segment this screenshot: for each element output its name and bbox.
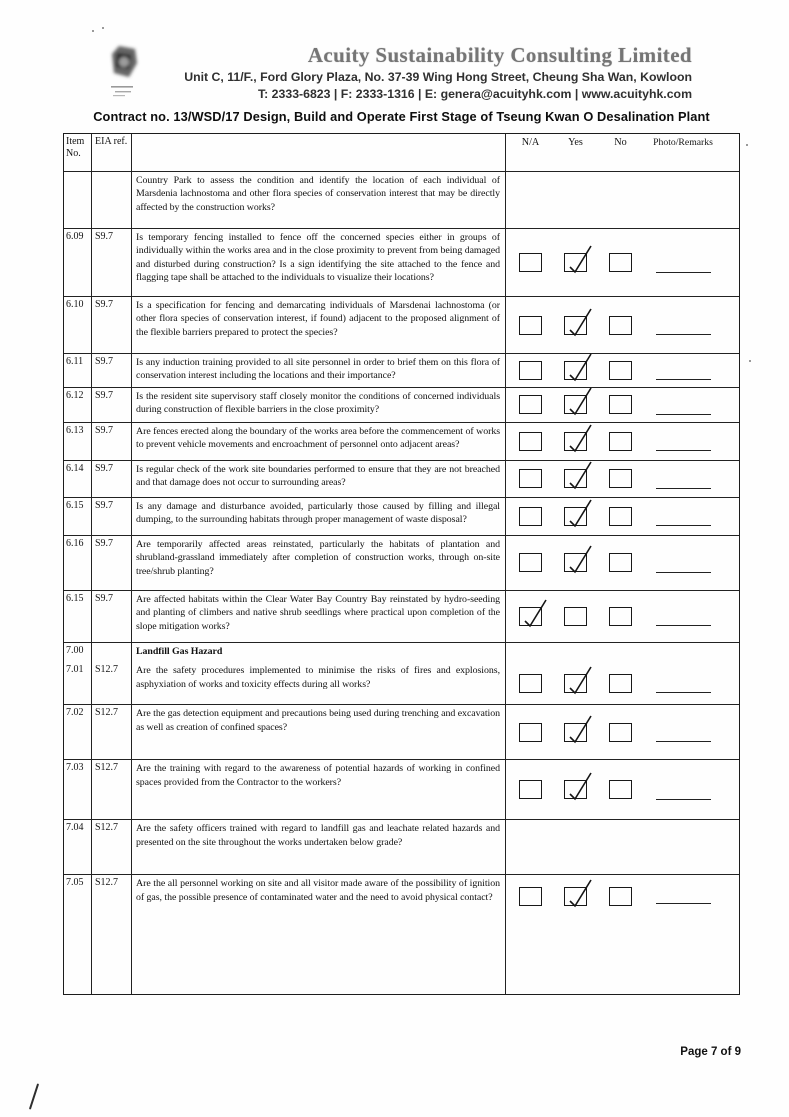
checklist-row — [64, 497, 739, 535]
checklist-row — [64, 704, 739, 759]
checkbox-slot-na — [519, 887, 542, 906]
page-number: Page 7 of 9 — [680, 1046, 741, 1058]
question-cell: Country Park to assess the condition and identify the location of each individual of Marsdenia lachnostoma and other flora species of conservation interest that may be directly affected by the construction works? — [132, 172, 506, 228]
checklist-row — [64, 460, 739, 497]
answer-cell — [506, 498, 739, 535]
question-cell: Are the safety officers trained with regard to landfill gas and leachate related hazards and presented on the site throughout the works undertaken below grade? — [132, 820, 506, 874]
checkbox-slot-na — [519, 432, 542, 451]
question-cell: Is any induction training provided to all site personnel in order to brief them on this flora of conservation interest including the locations and their importance? — [132, 354, 506, 387]
checklist-row — [64, 387, 739, 422]
remarks-blank-line[interactable] — [656, 612, 711, 626]
check-mark — [561, 768, 595, 802]
checkbox-yes-checked[interactable] — [564, 674, 587, 693]
question-cell: Is a specification for fencing and demarcating individuals of Marsdenai lachnostoma (or other flora species of conservation interest, if found) adjacent to the proposed alignment of the flexible barriers prepared to protect the species? — [132, 297, 506, 353]
question-cell: Is any damage and disturbance avoided, particularly those caused by filling and illegal dumping, to the surrounding habitats through proper management of waste disposal? — [132, 498, 506, 535]
column-header-question — [132, 134, 506, 171]
company-header — [184, 44, 692, 101]
check-mark — [561, 875, 595, 909]
item-no-cell: 7.05 — [64, 875, 92, 994]
checkbox-slot-no — [609, 607, 632, 626]
answer-cell — [506, 172, 739, 228]
checklist-row — [64, 535, 739, 590]
checklist-row — [64, 422, 739, 460]
column-header-photo-remarks: Photo/Remarks — [653, 137, 713, 148]
answer-cell — [506, 354, 739, 387]
checklist-row — [64, 874, 739, 994]
eia-ref-cell: S9.7 — [92, 388, 132, 422]
scan-speck — [746, 144, 748, 146]
checkbox-na-checked[interactable] — [519, 607, 542, 626]
checkbox-yes[interactable] — [564, 607, 587, 626]
remarks-blank-line[interactable] — [656, 890, 711, 904]
remarks-blank-line[interactable] — [656, 259, 711, 273]
pen-mark — [29, 1083, 39, 1109]
question-cell: Are the training with regard to the awareness of potential hazards of working in confined spaces provided from the Contractor to the workers? — [132, 760, 506, 819]
checkbox-no[interactable] — [609, 361, 632, 380]
checkbox-na[interactable] — [519, 780, 542, 799]
checkbox-na[interactable] — [519, 316, 542, 335]
item-no-cell: 6.10 — [64, 297, 92, 353]
checkbox-slot-yes — [564, 507, 587, 526]
eia-ref-cell: S9.7 — [92, 536, 132, 590]
eia-ref-cell: S12.7 — [92, 760, 132, 819]
answer-cell — [506, 662, 739, 704]
checkbox-no[interactable] — [609, 316, 632, 335]
company-logo — [104, 42, 148, 107]
remarks-blank-line[interactable] — [656, 559, 711, 573]
checkbox-na[interactable] — [519, 553, 542, 572]
question-cell: Are the safety procedures implemented to minimise the risks of fires and explosions, asphyxiation of works and toxicity effects during all works? — [132, 662, 506, 704]
answer-cell — [506, 643, 739, 662]
checkbox-na[interactable] — [519, 887, 542, 906]
answer-cell — [506, 536, 739, 590]
remarks-blank-line[interactable] — [656, 679, 711, 693]
item-no-cell — [64, 172, 92, 228]
checkbox-na[interactable] — [519, 507, 542, 526]
check-mark — [561, 349, 595, 383]
eia-ref-cell: S12.7 — [92, 662, 132, 704]
item-no-cell: 6.13 — [64, 423, 92, 460]
checklist-row — [64, 819, 739, 874]
answer-cell — [506, 388, 739, 422]
checkbox-slot-na — [519, 674, 542, 693]
check-mark — [561, 457, 595, 491]
check-mark — [561, 383, 595, 417]
checkbox-slot-no — [609, 507, 632, 526]
checkbox-na[interactable] — [519, 395, 542, 414]
checkbox-slot-no — [609, 553, 632, 572]
checkbox-no[interactable] — [609, 395, 632, 414]
checkbox-no[interactable] — [609, 674, 632, 693]
checkbox-no[interactable] — [609, 780, 632, 799]
answer-cell — [506, 760, 739, 819]
item-no-cell: 6.15 — [64, 498, 92, 535]
checkbox-slot-na — [519, 507, 542, 526]
checkbox-no[interactable] — [609, 507, 632, 526]
checklist-row — [64, 171, 739, 228]
eia-ref-cell: S9.7 — [92, 591, 132, 642]
item-no-cell: 7.02 — [64, 705, 92, 759]
checklist-row — [64, 759, 739, 819]
question-cell: Are fences erected along the boundary of the works area before the commencement of works to prevent vehicle movements and encroachment of personnel onto adjacent areas? — [132, 423, 506, 460]
checkbox-slot-na — [519, 253, 542, 272]
checkbox-slot-na — [519, 723, 542, 742]
eia-ref-cell: S9.7 — [92, 354, 132, 387]
column-header-no: No — [614, 137, 627, 148]
answer-cell — [506, 591, 739, 642]
checkbox-yes-checked[interactable] — [564, 316, 587, 335]
checklist-row — [64, 590, 739, 642]
checkbox-yes-checked[interactable] — [564, 553, 587, 572]
item-no-cell: 7.00 — [64, 643, 92, 662]
checkbox-slot-yes — [564, 469, 587, 488]
column-header-item-no — [64, 134, 92, 171]
check-mark — [561, 711, 595, 745]
column-header-na: N/A — [521, 137, 540, 148]
checkbox-slot-no — [609, 780, 632, 799]
checkbox-no[interactable] — [609, 469, 632, 488]
checklist-row — [64, 662, 739, 704]
checkbox-yes-checked[interactable] — [564, 507, 587, 526]
scan-speck — [92, 30, 94, 32]
item-no-cell: 6.09 — [64, 229, 92, 296]
column-header-eia-ref: EIA ref. — [92, 134, 132, 171]
question-cell: Are affected habitats within the Clear Water Bay Country Bay reinstated by hydro-seeding and planting of climbers and native shrub seedlings where practical upon completion of the slope mitigation works? — [132, 591, 506, 642]
table-body — [64, 171, 739, 994]
remarks-blank-line[interactable] — [656, 786, 711, 800]
eia-ref-cell — [92, 643, 132, 662]
company-contact: T: 2333-6823 | F: 2333-1316 | E: genera@acuityhk.com | www.acuityhk.com — [258, 87, 692, 101]
checkbox-yes-checked[interactable] — [564, 253, 587, 272]
answer-cell — [506, 423, 739, 460]
checkbox-slot-na — [519, 607, 542, 626]
check-mark — [561, 241, 595, 275]
company-name: Acuity Sustainability Consulting Limited — [307, 43, 692, 67]
scan-speck — [749, 360, 751, 362]
checkbox-slot-no — [609, 432, 632, 451]
remarks-blank-line[interactable] — [656, 512, 711, 526]
checkbox-slot-yes — [564, 607, 587, 626]
check-mark — [561, 420, 595, 454]
checkbox-na[interactable] — [519, 674, 542, 693]
checkbox-slot-na — [519, 780, 542, 799]
answer-cell — [506, 875, 739, 994]
eia-ref-cell: S12.7 — [92, 820, 132, 874]
item-no-cell: 6.16 — [64, 536, 92, 590]
checkbox-slot-yes — [564, 253, 587, 272]
checkbox-slot-yes — [564, 316, 587, 335]
eia-ref-cell: S9.7 — [92, 498, 132, 535]
checkbox-na[interactable] — [519, 361, 542, 380]
item-no-cell: 6.11 — [64, 354, 92, 387]
logo-stamp-image — [104, 42, 148, 102]
eia-ref-cell: S9.7 — [92, 423, 132, 460]
check-mark — [561, 495, 595, 529]
answer-cell — [506, 297, 739, 353]
checkbox-yes-checked[interactable] — [564, 432, 587, 451]
column-header-item-line1: Item — [66, 136, 85, 147]
checkbox-slot-yes — [564, 887, 587, 906]
column-header-item-line2: No. — [66, 148, 81, 159]
remarks-blank-line[interactable] — [656, 401, 711, 415]
answer-cell — [506, 820, 739, 874]
checkbox-slot-no — [609, 395, 632, 414]
eia-ref-cell: S12.7 — [92, 705, 132, 759]
checkbox-slot-yes — [564, 780, 587, 799]
question-cell: Are the all personnel working on site and all visitor made aware of the possibility of ignition of gas, the possible presence of contaminated water and the need to avoid physical contact? — [132, 875, 506, 994]
scan-speck — [102, 27, 104, 29]
checkbox-na[interactable] — [519, 723, 542, 742]
checkbox-yes-checked[interactable] — [564, 469, 587, 488]
checkbox-slot-na — [519, 553, 542, 572]
remarks-blank-line[interactable] — [656, 475, 711, 489]
checkbox-slot-yes — [564, 432, 587, 451]
checkbox-slot-yes — [564, 361, 587, 380]
answer-cell — [506, 705, 739, 759]
item-no-cell: 7.03 — [64, 760, 92, 819]
question-cell: Are temporarily affected areas reinstated, particularly the habitats of plantation and shrubland-grassland immediately after completion of construction works, through on-site tree/shrub planting? — [132, 536, 506, 590]
checklist-row — [64, 296, 739, 353]
checkbox-no[interactable] — [609, 553, 632, 572]
checkbox-na[interactable] — [519, 469, 542, 488]
column-header-yes: Yes — [568, 137, 583, 148]
checkbox-no[interactable] — [609, 432, 632, 451]
checkbox-slot-no — [609, 253, 632, 272]
checkbox-slot-na — [519, 361, 542, 380]
checklist-row — [64, 228, 739, 296]
checkbox-yes-checked[interactable] — [564, 780, 587, 799]
checkbox-no[interactable] — [609, 723, 632, 742]
remarks-blank-line[interactable] — [656, 437, 711, 451]
eia-ref-cell: S9.7 — [92, 229, 132, 296]
checkbox-na[interactable] — [519, 253, 542, 272]
remarks-blank-line[interactable] — [656, 321, 711, 335]
checkbox-yes-checked[interactable] — [564, 887, 587, 906]
question-cell: Is the resident site supervisory staff closely monitor the conditions of concerned individuals during construction of flexible barriers in the close proximity? — [132, 388, 506, 422]
checkbox-no[interactable] — [609, 887, 632, 906]
check-mark — [516, 595, 550, 629]
checkbox-slot-no — [609, 469, 632, 488]
answer-cell — [506, 229, 739, 296]
check-mark — [561, 541, 595, 575]
checkbox-slot-yes — [564, 723, 587, 742]
checkbox-slot-yes — [564, 674, 587, 693]
item-no-cell: 6.14 — [64, 461, 92, 497]
question-cell: Are the gas detection equipment and precautions being used during trenching and excavation as well as creation of confined spaces? — [132, 705, 506, 759]
checkbox-slot-na — [519, 316, 542, 335]
answer-cell — [506, 461, 739, 497]
check-mark — [561, 662, 595, 696]
checkbox-no[interactable] — [609, 607, 632, 626]
item-no-cell: 6.15 — [64, 591, 92, 642]
question-cell: Is temporary fencing installed to fence off the concerned species either in groups of individually within the works area and in the close proximity to prevent from being damaged and disturbed during construction? Is a sign identifying the site attached to the fence and flagging tape shall be attached to the individuals to visualize their locations? — [132, 229, 506, 296]
document-title: Contract no. 13/WSD/17 Design, Build and Operate First Stage of Tseung Kwan O Desalination Plant — [93, 109, 710, 124]
item-no-cell: 7.01 — [64, 662, 92, 704]
checkbox-slot-no — [609, 723, 632, 742]
eia-ref-cell: S9.7 — [92, 461, 132, 497]
checkbox-slot-yes — [564, 395, 587, 414]
section-header-row — [64, 642, 739, 662]
checkbox-na[interactable] — [519, 432, 542, 451]
checkbox-slot-no — [609, 361, 632, 380]
checkbox-slot-no — [609, 316, 632, 335]
item-no-cell: 6.12 — [64, 388, 92, 422]
table-header-row — [64, 134, 739, 171]
remarks-blank-line[interactable] — [656, 728, 711, 742]
checkbox-slot-yes — [564, 553, 587, 572]
checkbox-slot-na — [519, 395, 542, 414]
checkbox-no[interactable] — [609, 253, 632, 272]
eia-ref-cell — [92, 172, 132, 228]
question-cell: Landfill Gas Hazard — [132, 643, 506, 662]
check-mark — [561, 304, 595, 338]
checklist-row — [64, 353, 739, 387]
company-address: Unit C, 11/F., Ford Glory Plaza, No. 37-39 Wing Hong Street, Cheung Sha Wan, Kowloon — [184, 70, 692, 84]
checkbox-slot-no — [609, 887, 632, 906]
eia-ref-cell: S9.7 — [92, 297, 132, 353]
checkbox-slot-no — [609, 674, 632, 693]
question-cell: Is regular check of the work site boundaries performed to ensure that they are not breached and that damage does not occur to surrounding areas? — [132, 461, 506, 497]
item-no-cell: 7.04 — [64, 820, 92, 874]
remarks-blank-line[interactable] — [656, 366, 711, 380]
checkbox-yes-checked[interactable] — [564, 723, 587, 742]
eia-ref-cell: S12.7 — [92, 875, 132, 994]
checklist-table — [63, 133, 740, 995]
checkbox-yes-checked[interactable] — [564, 361, 587, 380]
column-header-answers — [506, 134, 739, 171]
checkbox-yes-checked[interactable] — [564, 395, 587, 414]
checkbox-slot-na — [519, 469, 542, 488]
